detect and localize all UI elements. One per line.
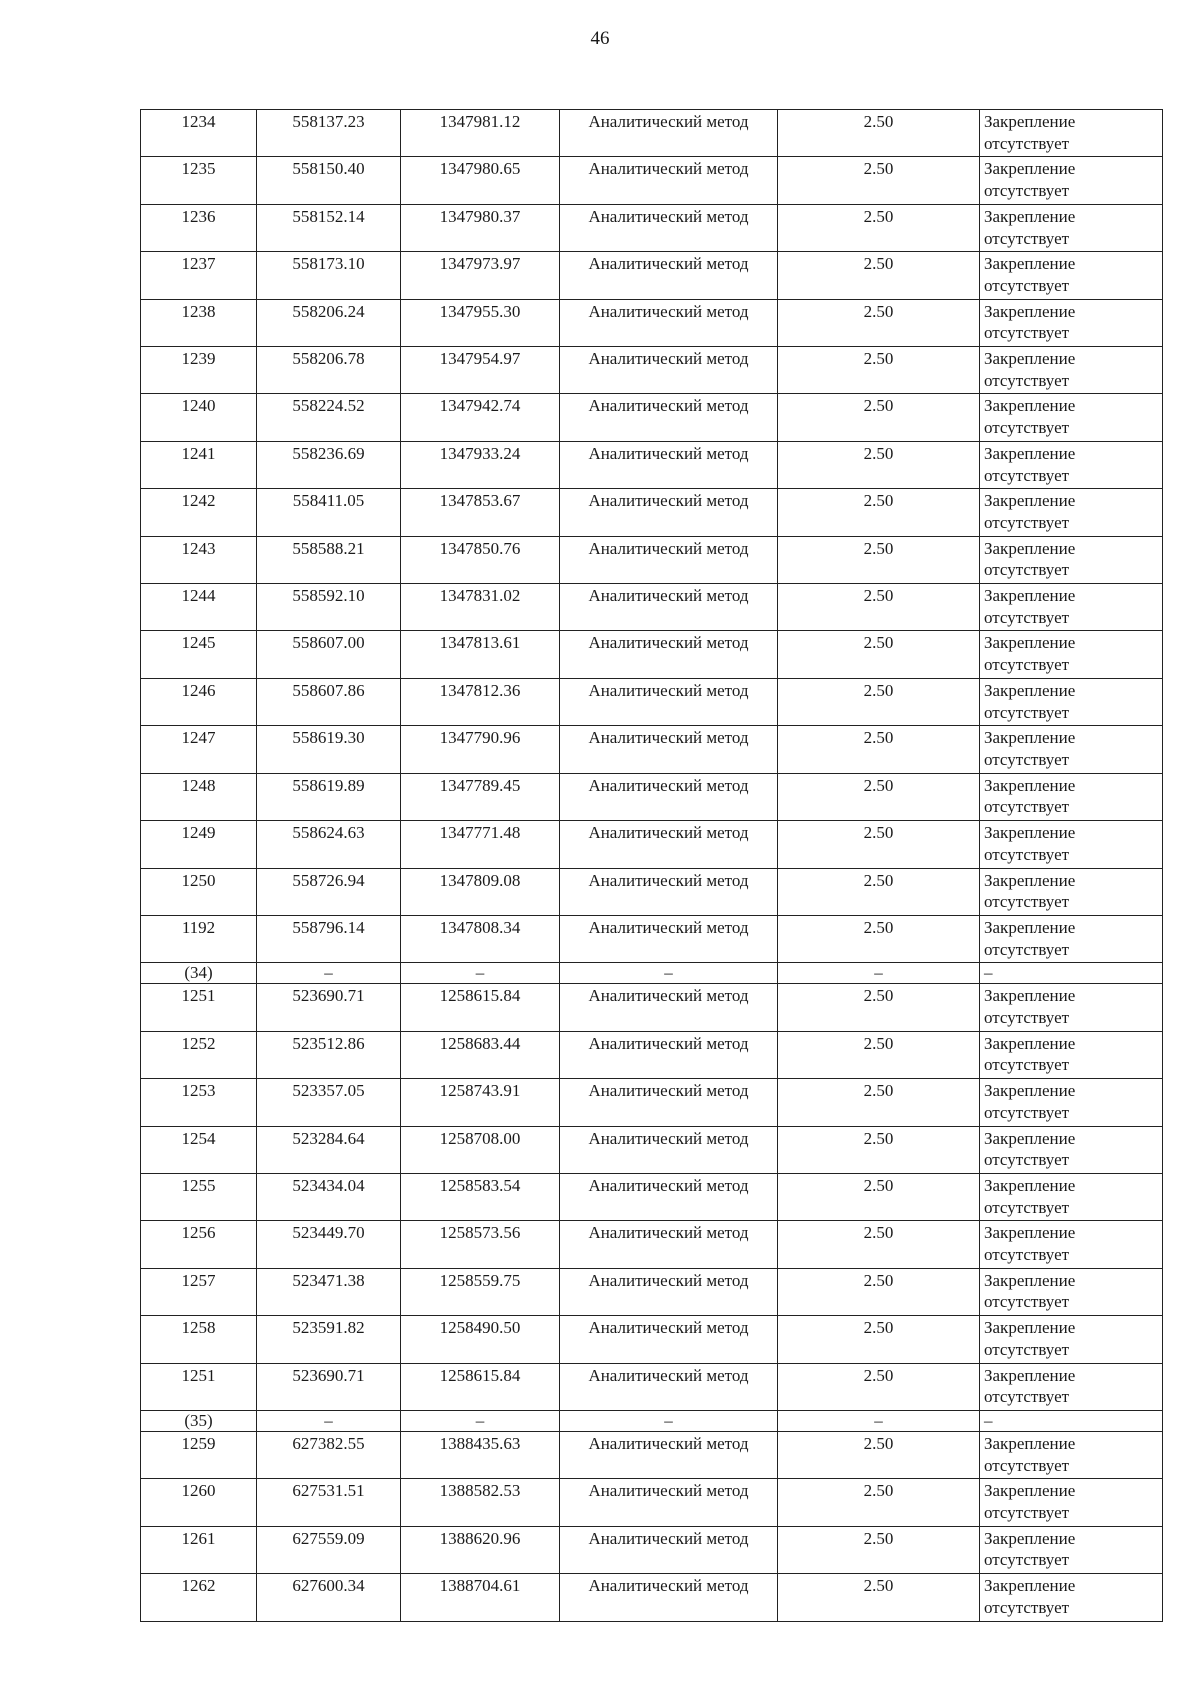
fixation-cell: Закрепление отсутствует <box>980 773 1163 820</box>
y-coordinate-cell: 1347981.12 <box>401 110 560 157</box>
point-number-cell: 1238 <box>141 299 257 346</box>
table-row <box>141 915 1163 962</box>
table-row <box>141 678 1163 725</box>
y-coordinate-cell: 1388582.53 <box>401 1479 560 1526</box>
point-number-cell: 1239 <box>141 347 257 394</box>
x-coordinate-cell: 523690.71 <box>257 984 401 1031</box>
point-number-cell: 1247 <box>141 726 257 773</box>
y-coordinate-cell: 1258583.54 <box>401 1173 560 1220</box>
method-cell: Аналитический метод <box>560 157 778 204</box>
fixation-cell: Закрепление отсутствует <box>980 204 1163 251</box>
accuracy-cell: 2.50 <box>778 1221 980 1268</box>
fixation-cell: Закрепление отсутствует <box>980 1431 1163 1478</box>
point-number-cell: 1235 <box>141 157 257 204</box>
y-coordinate-cell: 1258490.50 <box>401 1316 560 1363</box>
method-cell: Аналитический метод <box>560 773 778 820</box>
fixation-cell: – <box>980 1410 1163 1431</box>
table-row <box>141 984 1163 1031</box>
table-row <box>141 1126 1163 1173</box>
accuracy-cell: 2.50 <box>778 1126 980 1173</box>
accuracy-cell: 2.50 <box>778 441 980 488</box>
y-coordinate-cell: 1347850.76 <box>401 536 560 583</box>
method-cell: Аналитический метод <box>560 1126 778 1173</box>
contour-separator-row <box>141 963 1163 984</box>
fixation-cell: Закрепление отсутствует <box>980 536 1163 583</box>
y-coordinate-cell: 1347942.74 <box>401 394 560 441</box>
x-coordinate-cell: – <box>257 963 401 984</box>
x-coordinate-cell: 558619.30 <box>257 726 401 773</box>
fixation-cell: Закрепление отсутствует <box>980 299 1163 346</box>
coordinates-table-body <box>141 110 1163 1622</box>
x-coordinate-cell: 558607.00 <box>257 631 401 678</box>
fixation-cell: Закрепление отсутствует <box>980 631 1163 678</box>
method-cell: – <box>560 1410 778 1431</box>
x-coordinate-cell: 523591.82 <box>257 1316 401 1363</box>
fixation-cell: Закрепление отсутствует <box>980 868 1163 915</box>
accuracy-cell: 2.50 <box>778 204 980 251</box>
accuracy-cell: 2.50 <box>778 984 980 1031</box>
contour-separator-row <box>141 1410 1163 1431</box>
method-cell: Аналитический метод <box>560 1479 778 1526</box>
point-number-cell: 1251 <box>141 1363 257 1410</box>
method-cell: Аналитический метод <box>560 299 778 346</box>
method-cell: Аналитический метод <box>560 489 778 536</box>
y-coordinate-cell: 1347789.45 <box>401 773 560 820</box>
table-row <box>141 204 1163 251</box>
method-cell: Аналитический метод <box>560 1031 778 1078</box>
method-cell: Аналитический метод <box>560 915 778 962</box>
table-row <box>141 821 1163 868</box>
fixation-cell: Закрепление отсутствует <box>980 110 1163 157</box>
x-coordinate-cell: 558726.94 <box>257 868 401 915</box>
fixation-cell: Закрепление отсутствует <box>980 584 1163 631</box>
table-row <box>141 1079 1163 1126</box>
x-coordinate-cell: 558152.14 <box>257 204 401 251</box>
point-number-cell: 1257 <box>141 1268 257 1315</box>
x-coordinate-cell: 523357.05 <box>257 1079 401 1126</box>
accuracy-cell: 2.50 <box>778 489 980 536</box>
method-cell: Аналитический метод <box>560 678 778 725</box>
fixation-cell: Закрепление отсутствует <box>980 347 1163 394</box>
method-cell: Аналитический метод <box>560 984 778 1031</box>
y-coordinate-cell: 1347790.96 <box>401 726 560 773</box>
point-number-cell: 1234 <box>141 110 257 157</box>
fixation-cell: Закрепление отсутствует <box>980 915 1163 962</box>
point-number-cell: 1243 <box>141 536 257 583</box>
accuracy-cell: 2.50 <box>778 110 980 157</box>
point-number-cell: 1260 <box>141 1479 257 1526</box>
accuracy-cell: 2.50 <box>778 394 980 441</box>
point-number-cell: 1250 <box>141 868 257 915</box>
y-coordinate-cell: 1258573.56 <box>401 1221 560 1268</box>
method-cell: Аналитический метод <box>560 1431 778 1478</box>
point-number-cell: 1245 <box>141 631 257 678</box>
accuracy-cell: 2.50 <box>778 536 980 583</box>
table-row <box>141 1268 1163 1315</box>
table-row <box>141 110 1163 157</box>
table-row <box>141 1316 1163 1363</box>
accuracy-cell: 2.50 <box>778 678 980 725</box>
accuracy-cell: 2.50 <box>778 1479 980 1526</box>
accuracy-cell: 2.50 <box>778 157 980 204</box>
x-coordinate-cell: 558607.86 <box>257 678 401 725</box>
method-cell: Аналитический метод <box>560 1316 778 1363</box>
fixation-cell: Закрепление отсутствует <box>980 157 1163 204</box>
fixation-cell: Закрепление отсутствует <box>980 1268 1163 1315</box>
method-cell: Аналитический метод <box>560 394 778 441</box>
x-coordinate-cell: 523449.70 <box>257 1221 401 1268</box>
x-coordinate-cell: 558411.05 <box>257 489 401 536</box>
fixation-cell: Закрепление отсутствует <box>980 441 1163 488</box>
table-row <box>141 1031 1163 1078</box>
method-cell: Аналитический метод <box>560 252 778 299</box>
method-cell: Аналитический метод <box>560 821 778 868</box>
method-cell: Аналитический метод <box>560 1268 778 1315</box>
method-cell: Аналитический метод <box>560 347 778 394</box>
y-coordinate-cell: 1258743.91 <box>401 1079 560 1126</box>
x-coordinate-cell: 627559.09 <box>257 1526 401 1573</box>
table-row <box>141 157 1163 204</box>
x-coordinate-cell: 523471.38 <box>257 1268 401 1315</box>
point-number-cell: 1242 <box>141 489 257 536</box>
x-coordinate-cell: 558624.63 <box>257 821 401 868</box>
accuracy-cell: 2.50 <box>778 584 980 631</box>
table-row <box>141 394 1163 441</box>
y-coordinate-cell: 1347813.61 <box>401 631 560 678</box>
y-coordinate-cell: 1347809.08 <box>401 868 560 915</box>
point-number-cell: 1244 <box>141 584 257 631</box>
fixation-cell: Закрепление отсутствует <box>980 1316 1163 1363</box>
table-row <box>141 299 1163 346</box>
x-coordinate-cell: 523284.64 <box>257 1126 401 1173</box>
accuracy-cell: 2.50 <box>778 726 980 773</box>
fixation-cell: Закрепление отсутствует <box>980 394 1163 441</box>
y-coordinate-cell: 1347973.97 <box>401 252 560 299</box>
accuracy-cell: 2.50 <box>778 821 980 868</box>
method-cell: Аналитический метод <box>560 631 778 678</box>
point-number-cell: 1236 <box>141 204 257 251</box>
y-coordinate-cell: 1347955.30 <box>401 299 560 346</box>
table-row <box>141 1221 1163 1268</box>
method-cell: Аналитический метод <box>560 726 778 773</box>
y-coordinate-cell: – <box>401 1410 560 1431</box>
x-coordinate-cell: 558592.10 <box>257 584 401 631</box>
method-cell: Аналитический метод <box>560 1574 778 1621</box>
table-row <box>141 584 1163 631</box>
method-cell: Аналитический метод <box>560 1173 778 1220</box>
accuracy-cell: 2.50 <box>778 1079 980 1126</box>
accuracy-cell: 2.50 <box>778 1031 980 1078</box>
table-row <box>141 1173 1163 1220</box>
table-row <box>141 1479 1163 1526</box>
fixation-cell: Закрепление отсутствует <box>980 1363 1163 1410</box>
fixation-cell: Закрепление отсутствует <box>980 252 1163 299</box>
point-number-cell: 1261 <box>141 1526 257 1573</box>
accuracy-cell: 2.50 <box>778 347 980 394</box>
method-cell: Аналитический метод <box>560 1221 778 1268</box>
table-row <box>141 726 1163 773</box>
x-coordinate-cell: 558796.14 <box>257 915 401 962</box>
y-coordinate-cell: 1347954.97 <box>401 347 560 394</box>
accuracy-cell: 2.50 <box>778 1431 980 1478</box>
method-cell: Аналитический метод <box>560 1079 778 1126</box>
x-coordinate-cell: 558619.89 <box>257 773 401 820</box>
y-coordinate-cell: 1347808.34 <box>401 915 560 962</box>
point-number-cell: (34) <box>141 963 257 984</box>
x-coordinate-cell: 558150.40 <box>257 157 401 204</box>
x-coordinate-cell: 558173.10 <box>257 252 401 299</box>
point-number-cell: 1258 <box>141 1316 257 1363</box>
accuracy-cell: 2.50 <box>778 1363 980 1410</box>
y-coordinate-cell: 1258615.84 <box>401 984 560 1031</box>
table-row <box>141 1526 1163 1573</box>
x-coordinate-cell: 523690.71 <box>257 1363 401 1410</box>
point-number-cell: (35) <box>141 1410 257 1431</box>
fixation-cell: Закрепление отсутствует <box>980 1526 1163 1573</box>
accuracy-cell: 2.50 <box>778 1173 980 1220</box>
table-row <box>141 489 1163 536</box>
y-coordinate-cell: 1347853.67 <box>401 489 560 536</box>
point-number-cell: 1192 <box>141 915 257 962</box>
point-number-cell: 1240 <box>141 394 257 441</box>
fixation-cell: Закрепление отсутствует <box>980 1079 1163 1126</box>
point-number-cell: 1259 <box>141 1431 257 1478</box>
accuracy-cell: 2.50 <box>778 915 980 962</box>
x-coordinate-cell: 627382.55 <box>257 1431 401 1478</box>
method-cell: Аналитический метод <box>560 110 778 157</box>
x-coordinate-cell: 558224.52 <box>257 394 401 441</box>
table-row <box>141 631 1163 678</box>
point-number-cell: 1252 <box>141 1031 257 1078</box>
fixation-cell: Закрепление отсутствует <box>980 726 1163 773</box>
table-row <box>141 1431 1163 1478</box>
y-coordinate-cell: 1258683.44 <box>401 1031 560 1078</box>
accuracy-cell: 2.50 <box>778 252 980 299</box>
y-coordinate-cell: 1258615.84 <box>401 1363 560 1410</box>
x-coordinate-cell: 558206.24 <box>257 299 401 346</box>
method-cell: Аналитический метод <box>560 1363 778 1410</box>
method-cell: Аналитический метод <box>560 868 778 915</box>
page-number: 46 <box>590 28 610 49</box>
y-coordinate-cell: 1347980.37 <box>401 204 560 251</box>
point-number-cell: 1255 <box>141 1173 257 1220</box>
x-coordinate-cell: 558236.69 <box>257 441 401 488</box>
accuracy-cell: 2.50 <box>778 1316 980 1363</box>
table-row <box>141 773 1163 820</box>
x-coordinate-cell: 558588.21 <box>257 536 401 583</box>
coordinates-table <box>140 109 1163 1622</box>
y-coordinate-cell: 1347771.48 <box>401 821 560 868</box>
fixation-cell: Закрепление отсутствует <box>980 984 1163 1031</box>
table-row <box>141 1574 1163 1621</box>
accuracy-cell: 2.50 <box>778 1526 980 1573</box>
y-coordinate-cell: 1347812.36 <box>401 678 560 725</box>
x-coordinate-cell: 627531.51 <box>257 1479 401 1526</box>
x-coordinate-cell: 627600.34 <box>257 1574 401 1621</box>
fixation-cell: Закрепление отсутствует <box>980 1126 1163 1173</box>
y-coordinate-cell: 1347831.02 <box>401 584 560 631</box>
accuracy-cell: 2.50 <box>778 1268 980 1315</box>
method-cell: – <box>560 963 778 984</box>
y-coordinate-cell: – <box>401 963 560 984</box>
point-number-cell: 1262 <box>141 1574 257 1621</box>
method-cell: Аналитический метод <box>560 441 778 488</box>
point-number-cell: 1249 <box>141 821 257 868</box>
method-cell: Аналитический метод <box>560 584 778 631</box>
y-coordinate-cell: 1347980.65 <box>401 157 560 204</box>
fixation-cell: Закрепление отсутствует <box>980 1574 1163 1621</box>
fixation-cell: Закрепление отсутствует <box>980 821 1163 868</box>
table-row <box>141 347 1163 394</box>
method-cell: Аналитический метод <box>560 204 778 251</box>
table-row <box>141 441 1163 488</box>
x-coordinate-cell: – <box>257 1410 401 1431</box>
point-number-cell: 1237 <box>141 252 257 299</box>
fixation-cell: Закрепление отсутствует <box>980 678 1163 725</box>
fixation-cell: Закрепление отсутствует <box>980 1479 1163 1526</box>
fixation-cell: – <box>980 963 1163 984</box>
table-row <box>141 868 1163 915</box>
y-coordinate-cell: 1258559.75 <box>401 1268 560 1315</box>
accuracy-cell: 2.50 <box>778 299 980 346</box>
y-coordinate-cell: 1347933.24 <box>401 441 560 488</box>
fixation-cell: Закрепление отсутствует <box>980 1173 1163 1220</box>
table-row <box>141 536 1163 583</box>
accuracy-cell: 2.50 <box>778 1574 980 1621</box>
y-coordinate-cell: 1388620.96 <box>401 1526 560 1573</box>
y-coordinate-cell: 1258708.00 <box>401 1126 560 1173</box>
fixation-cell: Закрепление отсутствует <box>980 1221 1163 1268</box>
accuracy-cell: 2.50 <box>778 868 980 915</box>
accuracy-cell: 2.50 <box>778 773 980 820</box>
x-coordinate-cell: 558206.78 <box>257 347 401 394</box>
point-number-cell: 1246 <box>141 678 257 725</box>
point-number-cell: 1248 <box>141 773 257 820</box>
x-coordinate-cell: 523434.04 <box>257 1173 401 1220</box>
table-row <box>141 252 1163 299</box>
point-number-cell: 1253 <box>141 1079 257 1126</box>
y-coordinate-cell: 1388435.63 <box>401 1431 560 1478</box>
point-number-cell: 1251 <box>141 984 257 1031</box>
accuracy-cell: – <box>778 963 980 984</box>
accuracy-cell: – <box>778 1410 980 1431</box>
y-coordinate-cell: 1388704.61 <box>401 1574 560 1621</box>
point-number-cell: 1241 <box>141 441 257 488</box>
fixation-cell: Закрепление отсутствует <box>980 1031 1163 1078</box>
fixation-cell: Закрепление отсутствует <box>980 489 1163 536</box>
method-cell: Аналитический метод <box>560 1526 778 1573</box>
point-number-cell: 1256 <box>141 1221 257 1268</box>
x-coordinate-cell: 558137.23 <box>257 110 401 157</box>
accuracy-cell: 2.50 <box>778 631 980 678</box>
method-cell: Аналитический метод <box>560 536 778 583</box>
x-coordinate-cell: 523512.86 <box>257 1031 401 1078</box>
table-row <box>141 1363 1163 1410</box>
point-number-cell: 1254 <box>141 1126 257 1173</box>
